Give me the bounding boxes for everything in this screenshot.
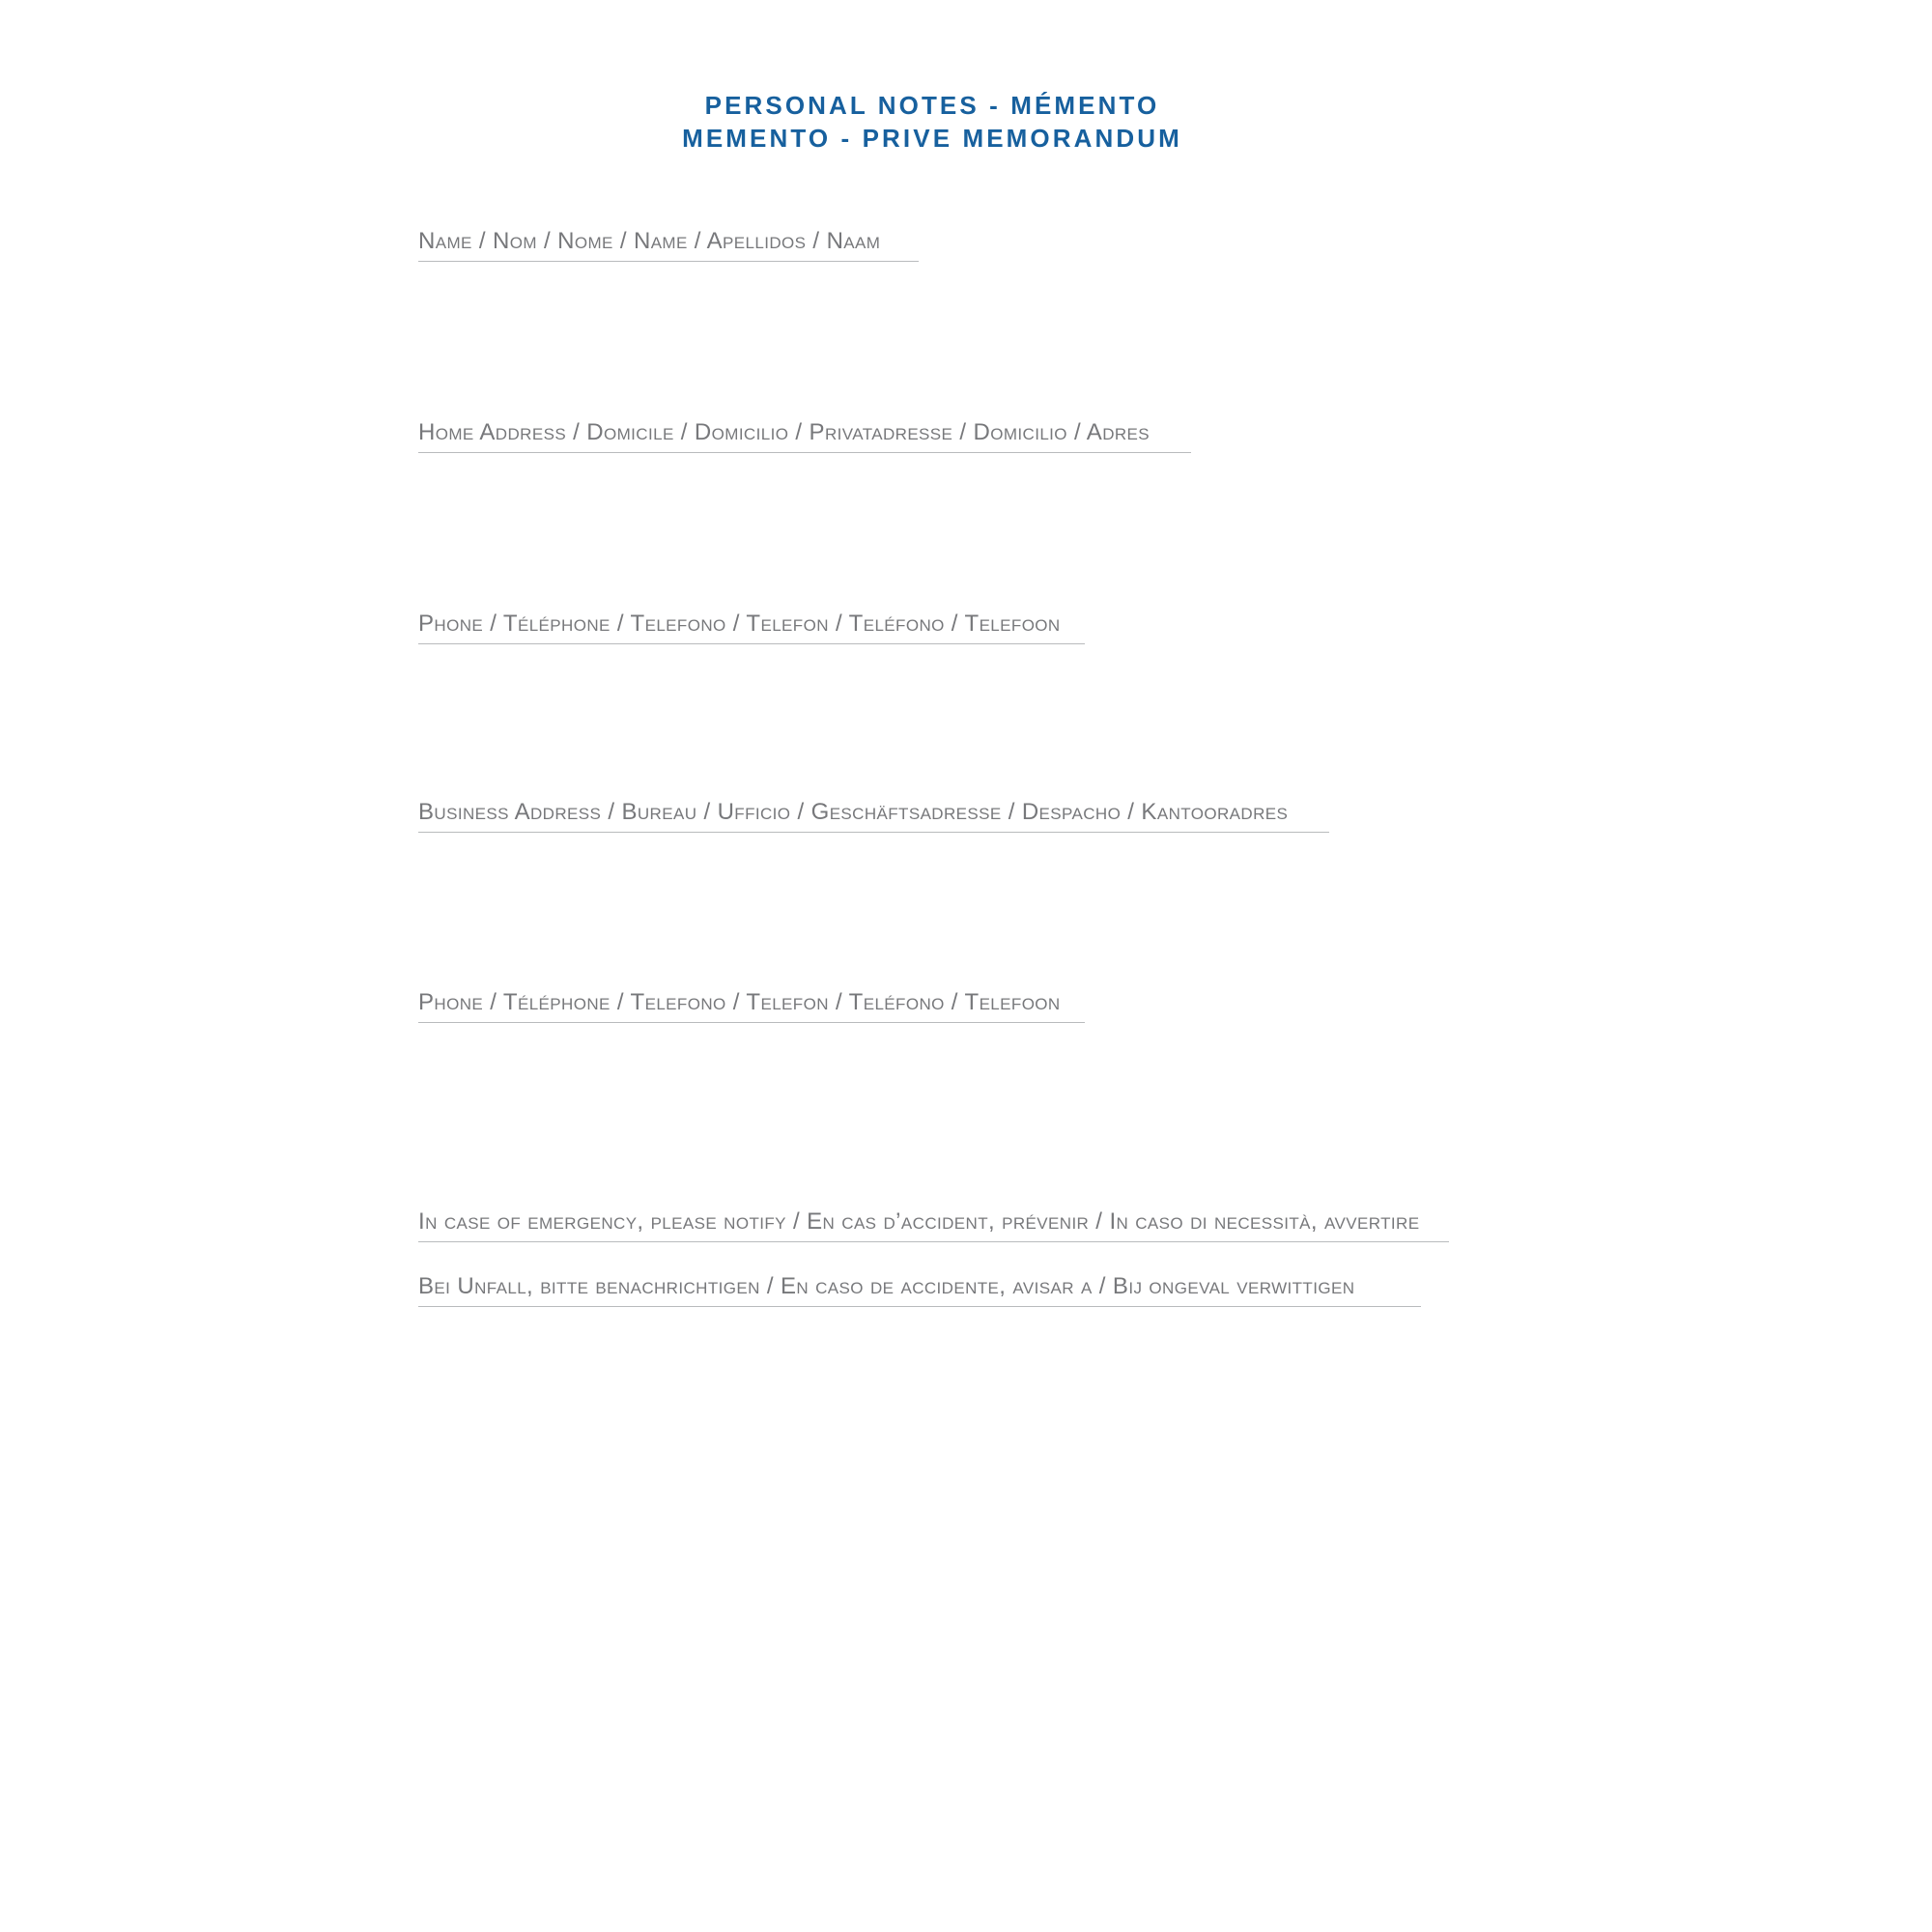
- field-phone-home-label: Phone / Téléphone / Telefono / Telefon / Teléfono / Telefoon: [418, 611, 1061, 637]
- field-emergency-contact-2-label: Bei Unfall, bitte benachrichtigen / En caso de accidente, avisar a / Bij ongeval verwittigen: [418, 1273, 1355, 1299]
- field-business-address-label: Business Address / Bureau / Ufficio / Geschäftsadresse / Despacho / Kantooradres: [418, 799, 1289, 825]
- field-emergency-contact-2: [418, 1273, 1421, 1346]
- field-emergency-contact-1-rule: [418, 1241, 1449, 1242]
- name-input[interactable]: [418, 262, 919, 300]
- field-business-address: [418, 799, 1329, 871]
- field-emergency-contact-1-label: In case of emergency, please notify / En cas d’accident, prévenir / In caso di necessità, avvertire: [418, 1208, 1420, 1235]
- home-address-input[interactable]: [418, 453, 1191, 492]
- phone-home-input[interactable]: [418, 644, 1085, 683]
- field-home-address: [418, 419, 1191, 492]
- field-name: [418, 228, 919, 300]
- page-title-line-1: PERSONAL NOTES - MÉMENTO: [704, 91, 1160, 120]
- field-home-address-label: Home Address / Domicile / Domicilio / Privatadresse / Domicilio / Adres: [418, 419, 1151, 445]
- page-title: [0, 89, 1864, 155]
- business-address-input[interactable]: [418, 833, 1329, 871]
- field-name-label: Name / Nom / Nome / Name / Apellidos / Naam: [418, 228, 881, 254]
- field-phone-business-label: Phone / Téléphone / Telefono / Telefon / Teléfono / Telefoon: [418, 989, 1061, 1015]
- field-emergency-contact-1: [418, 1208, 1449, 1242]
- field-phone-home: [418, 611, 1085, 683]
- emergency-contact-input[interactable]: [418, 1307, 1421, 1346]
- page-title-line-2: MEMENTO - PRIVE MEMORANDUM: [682, 124, 1182, 153]
- field-phone-business: [418, 989, 1085, 1062]
- phone-business-input[interactable]: [418, 1023, 1085, 1062]
